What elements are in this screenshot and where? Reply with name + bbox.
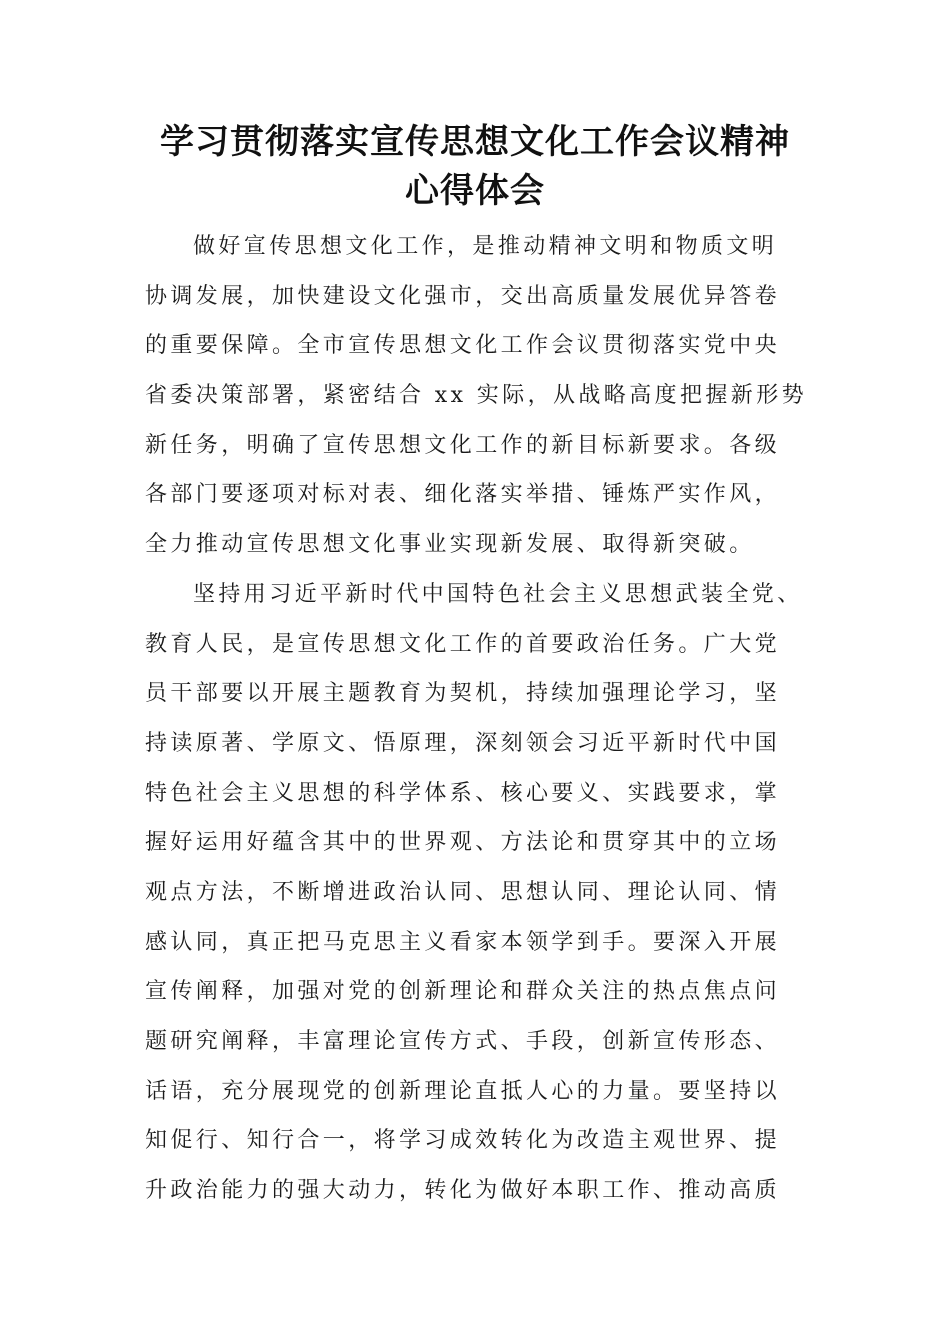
paragraph-line: 感认同，真正把马克思主义看家本领学到手。要深入开展 <box>145 929 781 955</box>
paragraph-line: 员干部要以开展主题教育为契机，持续加强理论学习，坚 <box>145 681 781 707</box>
paragraph-line: 坚持用习近平新时代中国特色社会主义思想武装全党、 <box>193 581 803 607</box>
paragraph-1 <box>145 222 808 570</box>
paragraph-line: 话语，充分展现党的创新理论直抵人心的力量。要坚持以 <box>145 1078 781 1104</box>
paragraph-line: 全力推动宣传思想文化事业实现新发展、取得新突破。 <box>145 532 755 558</box>
paragraph-line: 升政治能力的强大动力，转化为做好本职工作、推动高质 <box>145 1178 781 1204</box>
paragraph-line: 观点方法，不断增进政治认同、思想认同、理论认同、情 <box>145 879 781 905</box>
paragraph-line: 的重要保障。全市宣传思想文化工作会议贯彻落实党中央 <box>145 333 781 359</box>
paragraph-line: 新任务，明确了宣传思想文化工作的新目标新要求。各级 <box>145 432 781 458</box>
document-title <box>145 118 805 216</box>
paragraph-line: 特色社会主义思想的科学体系、核心要义、实践要求，掌 <box>145 780 781 806</box>
document-body <box>145 222 808 1216</box>
paragraph-line: 协调发展，加快建设文化强市，交出高质量发展优异答卷 <box>145 283 781 309</box>
paragraph-line: 宣传阐释，加强对党的创新理论和群众关注的热点焦点问 <box>145 979 781 1005</box>
paragraph-2 <box>145 570 805 1216</box>
title-line-1: 学习贯彻落实宣传思想文化工作会议精神 <box>160 122 790 162</box>
paragraph-line: 题研究阐释，丰富理论宣传方式、手段，创新宣传形态、 <box>145 1029 781 1054</box>
paragraph-line: 做好宣传思想文化工作，是推动精神文明和物质文明 <box>193 234 778 259</box>
paragraph-line: 教育人民，是宣传思想文化工作的首要政治任务。广大党 <box>145 631 781 657</box>
paragraph-line: 省委决策部署，紧密结合 xx 实际，从战略高度把握新形势 <box>145 383 808 409</box>
paragraph-line: 持读原著、学原文、悟原理，深刻领会习近平新时代中国 <box>145 730 781 756</box>
title-line-2: 心得体会 <box>405 171 545 211</box>
paragraph-line: 握好运用好蕴含其中的世界观、方法论和贯穿其中的立场 <box>145 830 781 856</box>
paragraph-line: 各部门要逐项对标对表、细化落实举措、锤炼严实作风， <box>145 482 781 508</box>
paragraph-line: 知促行、知行合一，将学习成效转化为改造主观世界、提 <box>145 1128 781 1154</box>
